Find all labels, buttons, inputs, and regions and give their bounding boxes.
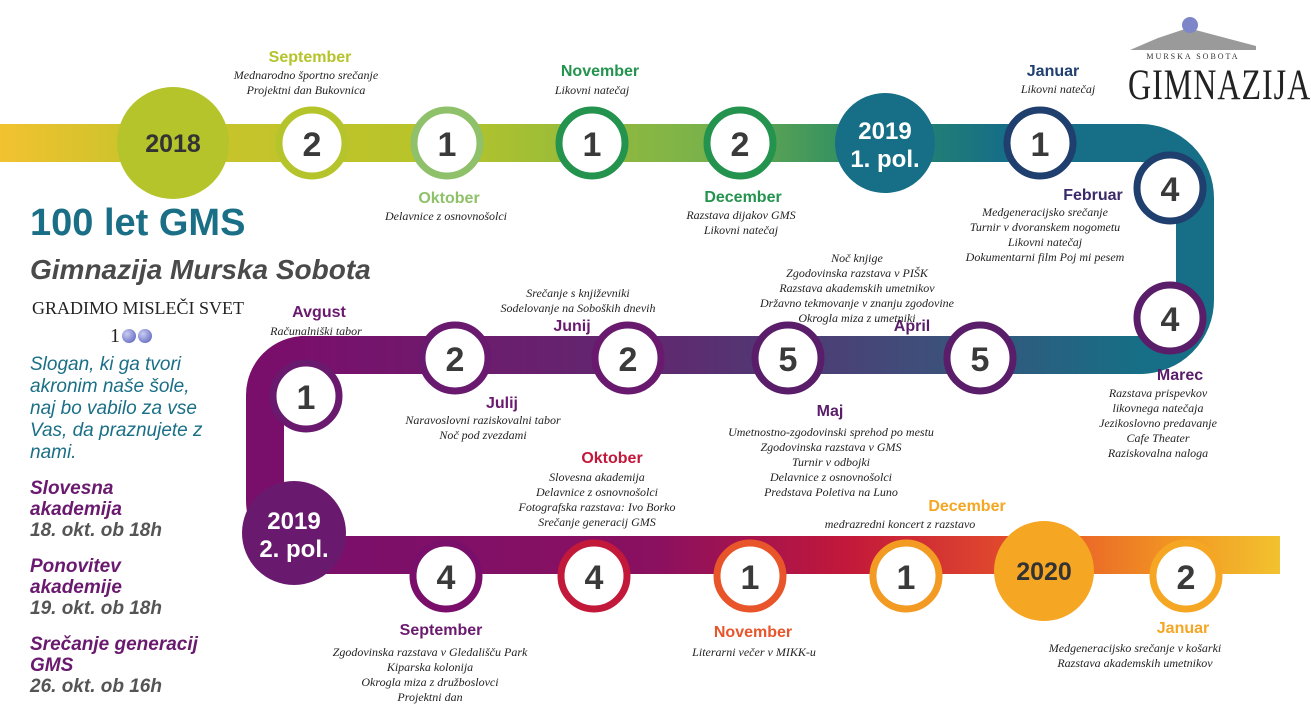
event-item: Raziskovalna naloga [1107,446,1209,460]
slogan-line: nami. [30,442,77,463]
page-subtitle: Gimnazija Murska Sobota [30,254,371,285]
month-label-jan19: Januar [1026,63,1080,80]
timeline-node-jan19 [1007,110,1073,176]
month-events-nov19 [692,645,816,660]
year-label: 2. pol. [259,536,329,563]
event-item: Fotografska razstava: Ivo Borko [518,500,676,514]
month-events-dec19 [825,517,976,532]
event-item: Sodelovanje na Soboških dnevih [500,301,656,315]
node-count: 1 [896,559,916,597]
event-item: Delavnice z osnovnošolci [770,470,892,484]
event-item: Razstava akademskih umetnikov [1057,656,1213,670]
node-count: 5 [970,341,990,379]
year-marker-y2019b [242,481,346,585]
node-count: 2 [618,341,638,379]
month-events-jan19 [1021,82,1095,97]
event-item: Okrogla miza z družboslovci [361,675,499,689]
event-item: Srečanje generacij GMS [538,515,656,529]
side-event-title: GMS [30,655,74,676]
event-item: Likovni natečaj [703,223,779,237]
month-label-nov19: November [713,624,793,641]
timeline-node-avg19 [273,363,339,429]
year-label: 2019 [858,118,912,145]
month-events-dec18 [686,208,795,238]
side-event [30,556,162,619]
node-count: 4 [436,559,456,597]
event-item: Okrogla miza z umetniki [798,311,916,325]
month-label-okt19: Oktober [581,450,643,467]
timeline-node-apr19 [947,325,1013,391]
year-marker-y2019a [835,93,935,193]
event-item: Razstava prispevkov [1108,386,1208,400]
month-label-nov18: November [560,63,640,80]
event-item: Razstava dijakov GMS [686,208,796,222]
event-item: Noč knjige [831,251,883,265]
circle-icon [138,329,152,343]
event-item: Projektni dan [397,690,463,704]
month-label-sep18: September [268,49,352,66]
month-label-jul19: Julij [485,395,519,412]
month-label-jun19: Junij [553,318,591,335]
timeline-node-sep19 [413,543,479,609]
event-item: Likovni natečaj [1007,235,1083,249]
month-label-okt18: Oktober [418,190,480,207]
timeline-node-dec19 [873,543,939,609]
logo-main-text: GIMNAZIJA [1128,60,1311,109]
month-events-okt18 [385,209,507,224]
node-count: 2 [445,341,465,379]
event-item: Srečanje s književniki [526,286,630,300]
timeline-node-nov18 [559,110,625,176]
slogan-line: Vas, da praznujete z [30,420,203,441]
motto: GRADIMO MISLEČI SVET [32,298,245,318]
year-label: 2019 [267,508,321,535]
side-event-title: Slovesna [30,478,114,499]
node-count: 5 [778,341,798,379]
month-events-sep19 [333,645,528,705]
node-count: 1 [1030,126,1050,164]
side-event-title: Srečanje generacij [30,634,198,655]
event-item: Slovesna akademija [549,470,645,484]
logo-100 [110,324,152,348]
timeline-node-okt19 [561,543,627,609]
month-events-okt19 [519,470,676,530]
event-item: Delavnice z osnovnošolci [385,209,507,223]
event-item: Zgodovinska razstava v Gledališču Park [332,645,528,659]
node-count: 1 [582,126,602,164]
node-count: 1 [296,379,316,417]
event-item: Turnir v dvoranskem nogometu [969,220,1121,234]
slogan [30,354,203,464]
event-item: medrazredni koncert z razstavo [824,517,976,531]
slogan-line: akronim naše šole, [30,376,190,397]
month-events-jul19 [405,413,560,443]
side-event-date: 18. okt. ob 18h [30,520,162,541]
node-count: 1 [740,559,760,597]
event-item: Delavnice z osnovnošolci [536,485,658,499]
month-events-sep18 [234,68,378,98]
slogan-line: naj bo vabilo za vse [30,398,197,419]
month-events-nov18 [555,83,629,98]
timeline-node-jan20 [1153,543,1219,609]
event-item: Likovni natečaj [1020,82,1096,96]
year-label: 2020 [1016,558,1072,586]
month-events-apr19 [760,251,954,326]
event-item: likovnega natečaja [1112,401,1204,415]
timeline-node-mar19 [1137,285,1203,351]
logo-top-text: MURSKA SOBOTA [1146,52,1240,61]
month-events-jun19 [501,286,656,316]
node-count: 1 [437,126,457,164]
event-item: Projektni dan Bukovnica [246,83,366,97]
month-label-avg19: Avgust [292,304,346,321]
node-count: 2 [302,126,322,164]
month-events-maj19 [728,425,934,500]
node-count: 4 [1160,171,1180,209]
side-event-title: Ponovitev [30,556,121,577]
event-item: Računalniški tabor [270,324,362,338]
event-item: Likovni natečaj [554,83,630,97]
event-item: Predstava Poletiva na Luno [764,485,898,499]
timeline-node-sep18 [279,110,345,176]
event-item: Umetnostno-zgodovinski sprehod po mestu [728,425,934,439]
event-item: Literarni večer v MIKK-u [692,645,816,659]
event-item: Jezikoslovno predavanje [1099,416,1217,430]
side-event-title: akademije [30,577,122,598]
month-label-dec19: December [928,498,1006,515]
year-label: 2018 [145,130,201,158]
side-event-date: 19. okt. ob 18h [30,598,162,619]
event-item: Kiparska kolonija [386,660,474,674]
event-item: Zgodovinska razstava v GMS [760,440,902,454]
logo-100-digit: 1 [110,324,120,347]
month-events-jan20 [1049,641,1222,671]
month-events-avg19 [270,324,362,339]
month-events-feb19 [966,205,1125,265]
month-label-dec18: December [704,189,782,206]
timeline-node-nov19 [717,543,783,609]
event-item: Turnir v odbojki [791,455,870,469]
event-item: Cafe Theater [1126,431,1190,445]
month-label-jan20: Januar [1156,620,1210,637]
event-item: Medgeneracijsko srečanje [982,205,1108,219]
timeline-node-maj19 [755,325,821,391]
page-title: 100 let GMS [30,202,246,244]
slogan-line: Slogan, ki ga tvori [30,354,182,375]
month-label-maj19: Maj [816,403,844,420]
timeline-node-dec18 [707,110,773,176]
event-item: Državno tekmovanje v znanju zgodovine [760,296,954,310]
month-label-feb19: Februar [1063,187,1123,204]
node-count: 2 [1176,559,1196,597]
month-label-apr19: April [893,318,931,335]
timeline-node-feb19 [1137,155,1203,221]
event-item: Naravoslovni raziskovalni tabor [405,413,561,427]
node-count: 4 [1160,301,1180,339]
event-item: Zgodovinska razstava v PIŠK [786,266,928,280]
event-item: Mednarodno športno srečanje [233,68,379,82]
year-label: 1. pol. [850,146,920,173]
event-item: Dokumentarni film Poj mi pesem [965,250,1125,264]
timeline-node-jul19 [422,325,488,391]
school-logo [1128,14,1311,109]
event-item: Razstava akademskih umetnikov [779,281,935,295]
month-label-mar19: Marec [1156,367,1204,384]
side-event-date: 26. okt. ob 16h [30,676,162,697]
node-count: 4 [584,559,604,597]
year-marker-y2020 [994,521,1094,621]
event-item: Medgeneracijsko srečanje v košarki [1048,641,1222,655]
side-event [30,634,198,697]
event-item: Noč pod zvezdami [439,428,527,442]
timeline-node-jun19 [595,325,661,391]
side-event [30,478,162,541]
side-event-title: akademija [30,499,122,520]
circle-icon [122,329,136,343]
year-marker-y2018 [117,87,229,199]
timeline-node-okt18 [414,110,480,176]
node-count: 2 [730,126,750,164]
month-events-mar19 [1099,386,1217,461]
month-label-sep19: September [399,622,483,639]
